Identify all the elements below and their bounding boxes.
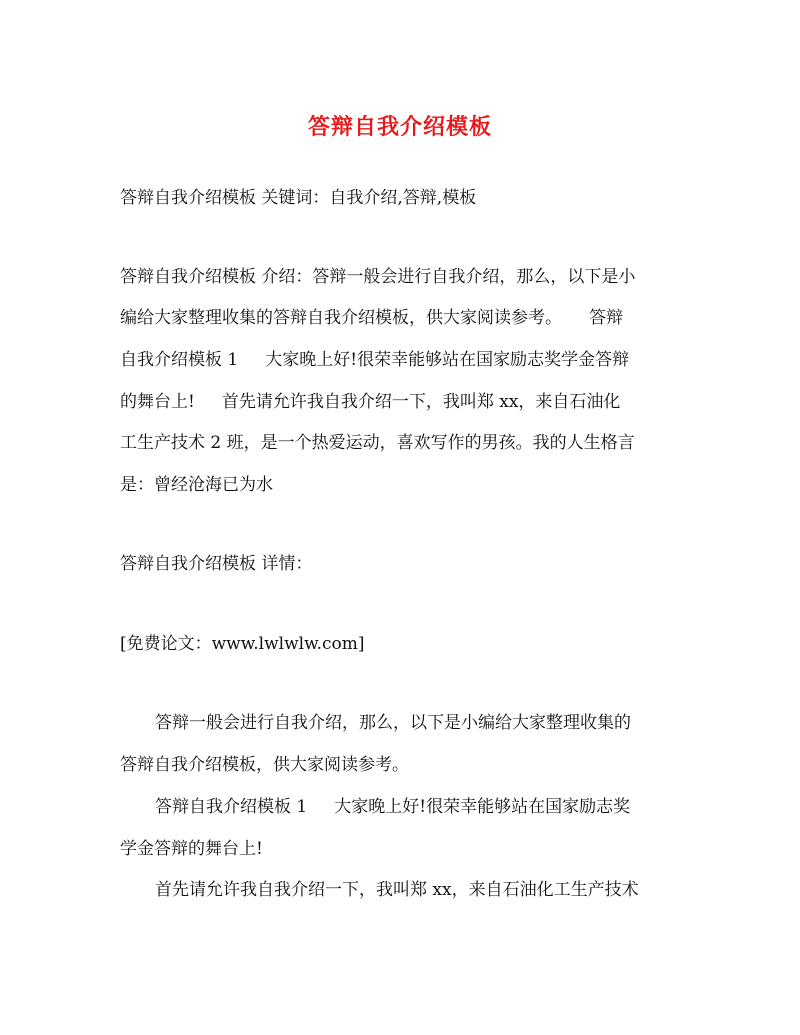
source-line: [免费论文：www.lwlwlw.com] — [120, 634, 365, 654]
intro-line-6: 是：曾经沧海已为水 — [120, 475, 273, 495]
body-line-5: 首先请允许我自我介绍一下，我叫郑 xx，来自石油化工生产技术 — [155, 880, 639, 900]
intro-line-1: 答辩自我介绍模板 介绍：答辩一般会进行自我介绍，那么，以下是小 — [120, 267, 636, 287]
body-line-2: 答辩自我介绍模板，供大家阅读参考。 — [120, 755, 409, 775]
intro-line-3: 自我介绍模板 1 大家晚上好!很荣幸能够站在国家励志奖学金答辩 — [120, 350, 630, 370]
intro-line-2: 编给大家整理收集的答辩自我介绍模板，供大家阅读参考。 答辩 — [120, 308, 624, 328]
intro-line-5: 工生产技术 2 班，是一个热爱运动，喜欢写作的男孩。我的人生格言 — [120, 433, 635, 453]
document-title: 答辩自我介绍模板 — [307, 114, 492, 140]
intro-line-4: 的舞台上! 首先请允许我自我介绍一下，我叫郑 xx，来自石油化 — [120, 392, 621, 412]
body-line-4: 学金答辩的舞台上! — [120, 839, 263, 859]
keywords-line: 答辩自我介绍模板 关键词：自我介绍,答辩,模板 — [120, 188, 477, 208]
details-line: 答辩自我介绍模板 详情： — [120, 554, 313, 574]
body-line-3: 答辩自我介绍模板 1 大家晚上好!很荣幸能够站在国家励志奖 — [155, 797, 631, 817]
body-line-1: 答辩一般会进行自我介绍，那么，以下是小编给大家整理收集的 — [155, 713, 631, 733]
